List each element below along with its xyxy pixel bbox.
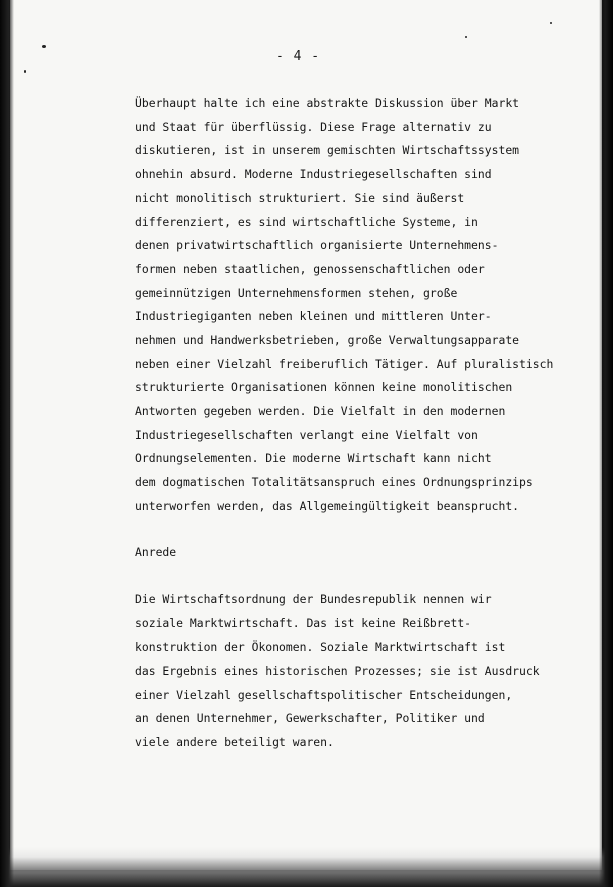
text-line: ohnehin absurd. Moderne Industriegesellschaften sind bbox=[135, 167, 492, 181]
text-line: gemeinnützigen Unternehmensformen stehen, große bbox=[135, 286, 458, 300]
text-line: unterworfen werden, das Allgemeingültigkeit beansprucht. bbox=[135, 499, 520, 513]
text-line: denen privatwirtschaftlich organisierte Unternehmens- bbox=[135, 238, 499, 252]
text-line: Industriegiganten neben kleinen und mittleren Unter- bbox=[135, 309, 492, 323]
salutation: Anrede bbox=[135, 545, 177, 559]
text-line: Antworten gegeben werden. Die Vielfalt in den modernen bbox=[135, 404, 506, 418]
text-line: dem dogmatischen Totalitätsanspruch eines Ordnungsprinzips bbox=[135, 475, 533, 489]
scan-speck bbox=[42, 45, 46, 48]
text-line: diskutieren, ist in unserem gemischten Wirtschaftssystem bbox=[135, 143, 520, 157]
text-line: konstruktion der Ökonomen. Soziale Marktwirtschaft ist bbox=[135, 640, 506, 654]
text-line: formen neben staatlichen, genossenschaftlichen oder bbox=[135, 262, 485, 276]
text-line: Industriegesellschaften verlangt eine Vielfalt von bbox=[135, 428, 478, 442]
text-line: Ordnungselementen. Die moderne Wirtschaft kann nicht bbox=[135, 451, 492, 465]
scan-shadow-bottom bbox=[0, 847, 613, 887]
text-line: nicht monolitisch strukturiert. Sie sind äußerst bbox=[135, 191, 465, 205]
text-line: und Staat für überflüssig. Diese Frage alternativ zu bbox=[135, 120, 492, 134]
text-line: nehmen und Handwerksbetrieben, große Verwaltungsapparate bbox=[135, 333, 520, 347]
text-line: viele andere beteiligt waren. bbox=[135, 735, 334, 749]
text-line: das Ergebnis eines historischen Prozesses; sie ist Ausdruck bbox=[135, 664, 540, 678]
text-line: strukturierte Organisationen können keine monolitischen bbox=[135, 380, 513, 394]
text-line: differenziert, es sind wirtschaftliche Systeme, in bbox=[135, 215, 478, 229]
scan-edge-left bbox=[0, 0, 14, 887]
text-line: an denen Unternehmer, Gewerkschafter, Politiker und bbox=[135, 711, 485, 725]
page-number: - 4 - bbox=[276, 49, 321, 64]
scan-edge-right bbox=[599, 0, 613, 887]
scan-speck bbox=[24, 70, 26, 73]
text-line: soziale Marktwirtschaft. Das ist keine Reißbrett- bbox=[135, 616, 472, 630]
text-line: neben einer Vielzahl freiberuflich Tätiger. Auf pluralistisch bbox=[135, 357, 554, 371]
scan-speck bbox=[465, 36, 467, 38]
scan-speck bbox=[550, 22, 552, 24]
text-line: Die Wirtschaftsordnung der Bundesrepublik nennen wir bbox=[135, 592, 492, 606]
text-line: Überhaupt halte ich eine abstrakte Diskussion über Markt bbox=[135, 96, 520, 110]
text-line: einer Vielzahl gesellschaftspolitischer Entscheidungen, bbox=[135, 688, 513, 702]
